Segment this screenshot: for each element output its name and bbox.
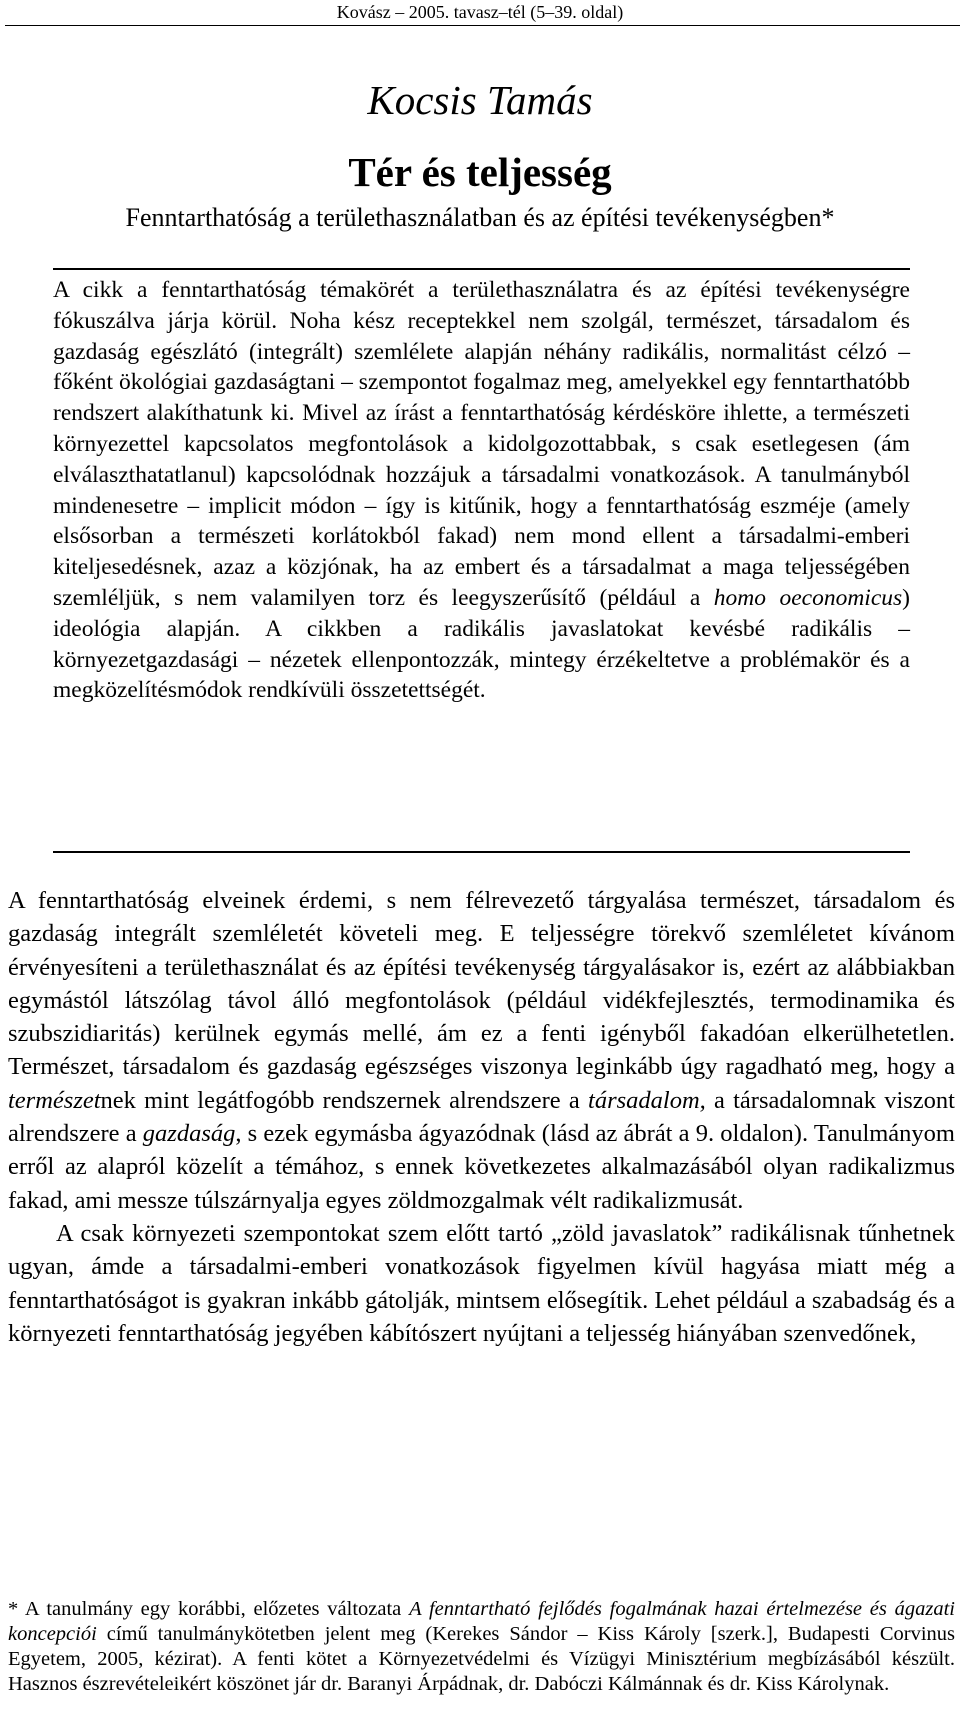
article-title: Tér és teljesség [348, 149, 612, 195]
body-paragraph: A fenntarthatóság elveinek érdemi, s nem félrevezető tárgyalása természet, társadalom és gazdaság integrált szemléletét követeli meg. E teljességre törekvő szemléletet kívánom érvényesíteni a területhasználat és az építési tevékenység tárgyalásakor is, ezért az alábbiakban egymástól látszólag távol álló megfontolások (például vidékfejlesztés, termodinamika és szubszidiaritás) kerülnek egymás mellé, ám ez a fenti igényből fakadóan elkerülhetetlen. Természet, társadalom és gazdaság egészséges viszonya leginkább úgy ragadható meg, hogy a természetnek mint legátfogóbb rendszernek alrendszere a társadalom, a társadalomnak viszont alrendszere a gazdaság, s ezek egymásba ágyazódnak (lásd az ábrát a 9. oldalon). Tanulmányom erről az alapról közelít a témához, s ennek következetes alkalmazásából olyan radikalizmus fakad, ami messze túlszárnyalja egyes zöldmozgalmak vélt radikalizmusát. [8, 887, 955, 1214]
footnote: * A tanulmány egy korábbi, előzetes változata A fenntartható fejlődés fogalmának hazai értelmezése és ágazati koncepciói című tanulmánykötetben jelent meg (Kerekes Sándor – Kiss Károly [szerk.], Budapesti Corvinus Egyetem, 2005, kézirat). A fenti kötet a Környezetvédelmi és Vízügyi Minisztérium megbízásából készült. Hasznos észrevételeikért köszönet jár dr. Baranyi Árpádnak, dr. Dabóczi Kálmánnak és dr. Kiss Károlynak. [8, 1598, 956, 1695]
article-subtitle: Fenntarthatóság a területhasználatban és az építési tevékenységben* [125, 203, 835, 232]
abstract: A cikk a fenntarthatóság témakörét a területhasználatra és az építési tevékenységre fókuszálva járja körül. Noha kész receptekkel nem szolgál, természet, társadalom és gazdaság egészlátó (integrált) szemlélete alapján néhány radikális, normalitást célzó – főként ökológiai gazdaságtani – szempontot fogalmaz meg, amelyekkel egy fenntarthatóbb rendszert alakíthatunk ki. Mivel az írást a fenntarthatóság kérdésköre ihlette, a természeti környezettel kapcsolatos megfontolások a kidolgozottabbak, s csak esetlegesen (ám elválaszthatatlanul) kapcsolódnak hozzájuk a társadalmi vonatkozások. A tanulmányból mindenesetre – implicit módon – így is kitűnik, hogy a fenntarthatóság eszméje (amely elsősorban a természeti korlátokból fakad) nem mond ellent a társadalmi-emberi kiteljesedésnek, azaz a közjónak, ha az embert és a társadalmat a maga teljességében szemléljük, s nem valamilyen torz és leegyszerűsítő (például a homo oeconomicus) ideológia alapján. A cikkben a radikális javaslatokat kevésbé radikális – környezetgazdasági – nézetek ellenpontozzák, mintegy érzékeltetve a problémakör és a megközelítésmódok rendkívüli összetettségét. [53, 277, 910, 704]
journal-citation: Kovász – 2005. tavasz–tél (5–39. oldal) [336, 2, 624, 22]
article-author: Kocsis Tamás [367, 77, 593, 123]
body-paragraph: A csak környezeti szempontokat szem előtt tartó „zöld javaslatok” radikálisnak tűnhetnek ugyan, ámde a társadalmi-emberi vonatkozások figyelmen kívül hagyása miatt még a fenntarthatóságot is gyakran inkább gátolják, mintsem elősegítik. Lehet például a szabadság és a környezeti fenntarthatóság jegyében kábítószert nyújtani a teljesség hiányában szenvedőnek, [8, 1219, 955, 1347]
abstract-bottom-rule [53, 851, 910, 853]
article-body [8, 884, 955, 1350]
abstract-top-rule [53, 268, 910, 270]
header-rule [5, 25, 960, 26]
